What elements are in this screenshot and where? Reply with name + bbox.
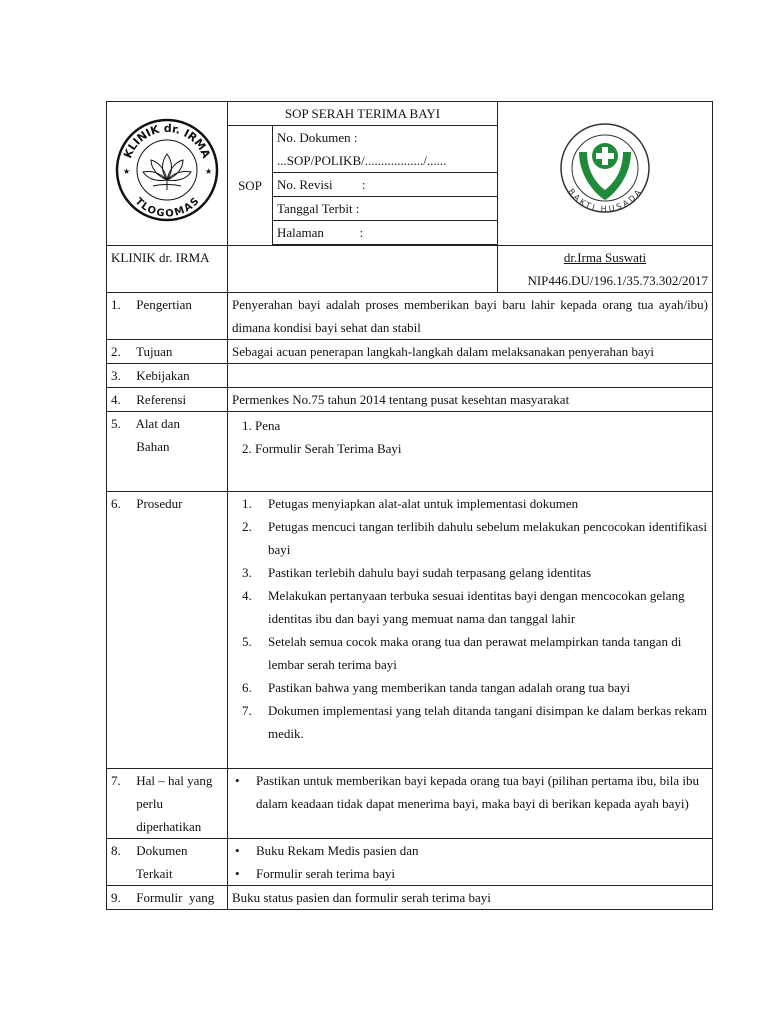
list-item: • Formulir serah terima bayi (235, 866, 395, 881)
signer-name: dr.Irma Suswati (563, 250, 647, 265)
row-label-referensi: 4. Referensi (107, 388, 228, 412)
row-text-kebijakan (228, 364, 713, 388)
doc-number-value: ...SOP/POLIKB/................../...... (277, 153, 447, 168)
row-label-formulir: 9. Formulir yang (107, 886, 228, 910)
lotus-icon (143, 154, 191, 190)
row-label-pengertian: 1. Pengertian (107, 293, 228, 340)
row-text-tujuan: Sebagai acuan penerapan langkah-langkah dalam melaksanakan penyerahan bayi (228, 340, 713, 364)
row-text-hal-diperhatikan (228, 769, 713, 839)
row-label-kebijakan: 3. Kebijakan (107, 364, 228, 388)
blank-cell (228, 246, 498, 293)
signer-nip: NIP446.DU/196.1/35.73.302/2017 (527, 273, 709, 288)
row-label-tujuan: 2. Tujuan (107, 340, 228, 364)
page-field: Halaman : (273, 221, 498, 245)
list-item: 7. Dokumen implementasi yang telah ditanda tangani disimpan ke dalam berkas rekam medik. (242, 703, 707, 741)
row-text-dokumen-terkait (228, 839, 713, 886)
clinic-name: KLINIK dr. IRMA (107, 246, 228, 293)
row-text-prosedur (228, 492, 713, 769)
list-item: 5. Setelah semua cocok maka orang tua dan perawat melampirkan tanda tangan di lembar serah terima bayi (242, 634, 682, 672)
clinic-logo-bottom-text: TLOGOMAS (132, 196, 202, 220)
list-item: • Buku Rekam Medis pasien dan (235, 843, 419, 858)
doc-number-label: No. Dokumen : (277, 130, 358, 145)
row-text-formulir: Buku status pasien dan formulir serah terima bayi (228, 886, 713, 910)
list-item: 1. Petugas menyiapkan alat-alat untuk implementasi dokumen (242, 496, 579, 511)
list-item: 1. Pena (242, 418, 281, 433)
row-text-referensi: Permenkes No.75 tahun 2014 tentang pusat kesehtan masyarakat (228, 388, 713, 412)
list-item: 3. Pastikan terlebih dahulu bayi sudah terpasang gelang identitas (242, 565, 592, 580)
row-label-hal-diperhatikan: 7. Hal – hal yang perlu diperhatikan (107, 769, 228, 839)
svg-text:★: ★ (123, 167, 131, 176)
revision-field: No. Revisi : (273, 173, 498, 197)
row-text-alat-bahan (228, 412, 713, 492)
row-label-prosedur: 6. Prosedur (107, 492, 228, 769)
issued-date-field: Tanggal Terbit : (273, 197, 498, 221)
bakti-husada-logo-cell (498, 102, 713, 246)
doc-number-field (273, 126, 498, 173)
row-text-pengertian: Penyerahan bayi adalah proses memberikan bayi baru lahir kepada orang tua ayah/ibu) dimana kondisi bayi sehat dan stabil (228, 293, 713, 340)
clinic-logo-cell (107, 102, 228, 246)
signer-block (498, 246, 713, 293)
clinic-logo-top-text: KLINIK dr. IRMA (121, 121, 213, 161)
sop-table (106, 101, 713, 910)
clinic-logo (111, 114, 223, 226)
svg-text:★: ★ (205, 167, 213, 176)
list-item: 6. Pastikan bahwa yang memberikan tanda tangan adalah orang tua bayi (242, 680, 631, 695)
bakti-husada-logo (555, 118, 655, 222)
list-item: 2. Formulir Serah Terima Bayi (242, 441, 402, 456)
sop-label: SOP (228, 126, 273, 246)
row-label-dokumen-terkait: 8. Dokumen Terkait (107, 839, 228, 886)
list-item: 2. Petugas mencuci tangan terlibih dahulu sebelum melakukan pencocokan identifikasi bayi (242, 519, 707, 557)
sop-title: SOP SERAH TERIMA BAYI (228, 102, 498, 126)
list-item: • Pastikan untuk memberikan bayi kepada orang tua bayi (pilihan pertama ibu, bila ibu dalam keadaan tidak dapat menerima bayi, maka bayi di berikan kepada ayah bayi) (235, 773, 699, 811)
bakti-husada-text: BAKTI HUSADA (566, 187, 644, 214)
list-item: 4. Melakukan pertanyaan terbuka sesuai identitas bayi dengan mencocokan gelang identitas ibu dan bayi yang memuat nama dan tanggal lahir (242, 588, 685, 626)
sop-document (106, 101, 712, 910)
row-label-alat-bahan: 5. Alat dan Bahan (107, 412, 228, 492)
